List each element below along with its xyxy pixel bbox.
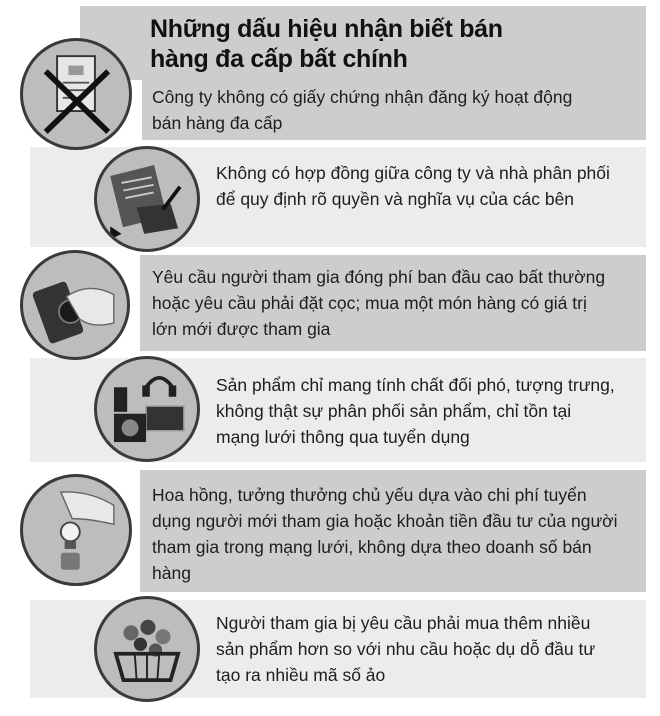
item-text-2: Không có hợp đồng giữa công ty và nhà phân phối để quy định rõ quyền và nghĩa vụ của các bên	[216, 163, 610, 209]
item-text-4: Sản phẩm chỉ mang tính chất đối phó, tượng trưng, không thật sự phân phối sản phẩm, chỉ tồn tại mạng lưới thông qua tuyển dụng	[216, 375, 615, 447]
item-text-3: Yêu cầu người tham gia đóng phí ban đầu cao bất thường hoặc yêu cầu phải đặt cọc; mua một món hàng có giá trị lớn mới được tham gia	[152, 267, 606, 339]
hand-with-lightbulb-icon	[20, 474, 132, 586]
hand-with-coin-icon	[20, 250, 130, 360]
item-text-6: Người tham gia bị yêu cầu phải mua thêm nhiều sản phẩm hơn so với nhu cầu hoặc dụ dỗ đầu tư tạo ra nhiều mã số ảo	[216, 613, 596, 685]
item-text-1: Công ty không có giấy chứng nhận đăng ký hoạt động bán hàng đa cấp	[152, 87, 573, 133]
item-text-5: Hoa hồng, tưởng thưởng chủ yếu dựa vào chi phí tuyển dụng người mới tham gia hoặc khoản tiền đầu tư của người tham gia trong mạng lưới, không dựa theo doanh số bán hàng	[152, 485, 618, 583]
crossed-out-certificate-icon	[20, 38, 132, 150]
infographic-title: Những dấu hiệu nhận biết bán hàng đa cấp bất chính	[150, 15, 503, 73]
signing-contract-icon	[94, 146, 200, 252]
shopping-basket-icon	[94, 596, 200, 702]
electronics-products-icon	[94, 356, 200, 462]
